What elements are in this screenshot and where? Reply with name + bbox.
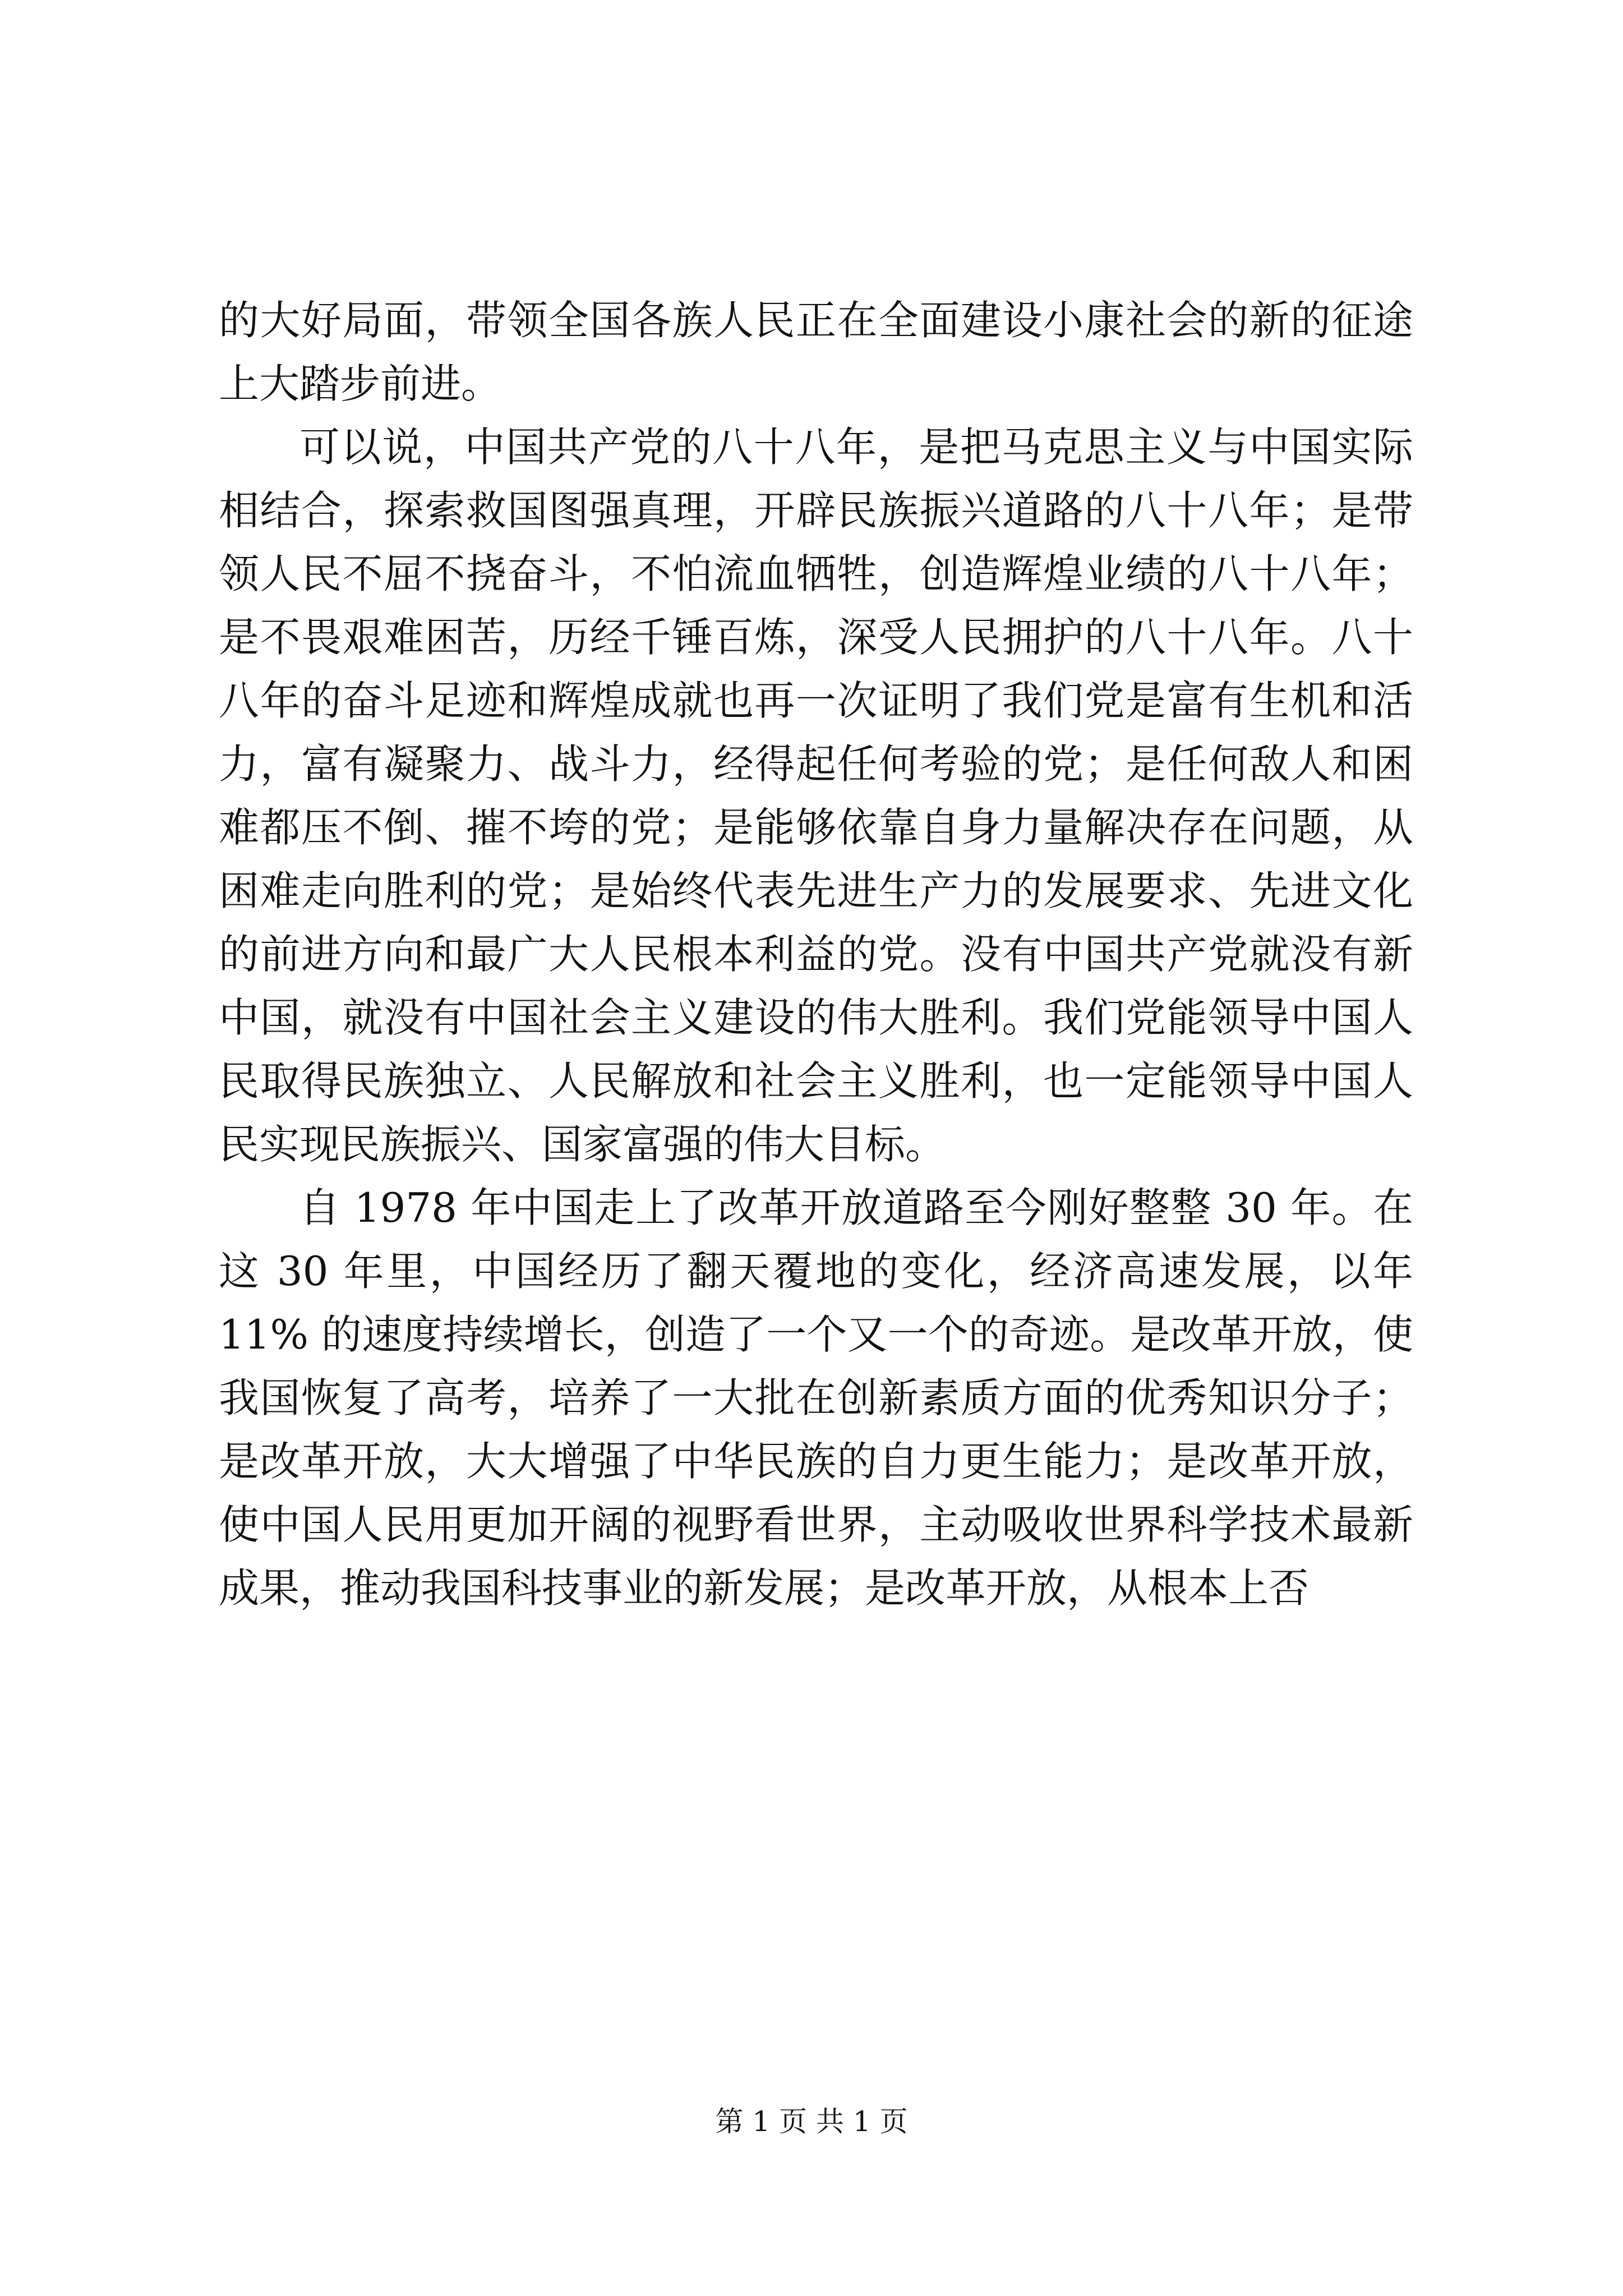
paragraph-1: 的大好局面，带领全国各族人民正在全面建设小康社会的新的征途上大踏步前进。 bbox=[219, 297, 1413, 407]
document-body bbox=[219, 289, 1413, 1620]
page-footer: 第 1 页 共 1 页 bbox=[715, 2105, 908, 2138]
paragraph-3: 自 1978 年中国走上了改革开放道路至今刚好整整 30 年。在这 30 年里，中国经历了翻天覆地的变化，经济高速发展，以年 11% 的速度持续增长，创造了一个又一个的奇迹。是改革开放，使我国恢复了高考，培养了一大批在创新素质方面的优秀知识分子；是改革开放，大大增强了中华民族的自力更生能力；是改革开放，使中国人民用更加开阔的视野看世界，主动吸收世界科学技术最新成果，推动我国科技事业的新发展；是改革开放，从根本上否 bbox=[219, 1184, 1413, 1612]
paragraph-2: 可以说，中国共产党的八十八年，是把马克思主义与中国实际相结合，探索救国图强真理，开辟民族振兴道路的八十八年；是带领人民不屈不挠奋斗，不怕流血牺牲，创造辉煌业绩的八十八年；是不畏艰难困苦，历经千锤百炼，深受人民拥护的八十八年。八十八年的奋斗足迹和辉煌成就也再一次证明了我们党是富有生机和活力，富有凝聚力、战斗力，经得起任何考验的党；是任何敌人和困难都压不倒、摧不垮的党；是能够依靠自身力量解决存在问题，从困难走向胜利的党；是始终代表先进生产力的发展要求、先进文化的前进方向和最广大人民根本利益的党。没有中国共产党就没有新中国，就没有中国社会主义建设的伟大胜利。我们党能领导中国人民取得民族独立、人民解放和社会主义胜利，也一定能领导中国人民实现民族振兴、国家富强的伟大目标。 bbox=[219, 424, 1413, 1168]
